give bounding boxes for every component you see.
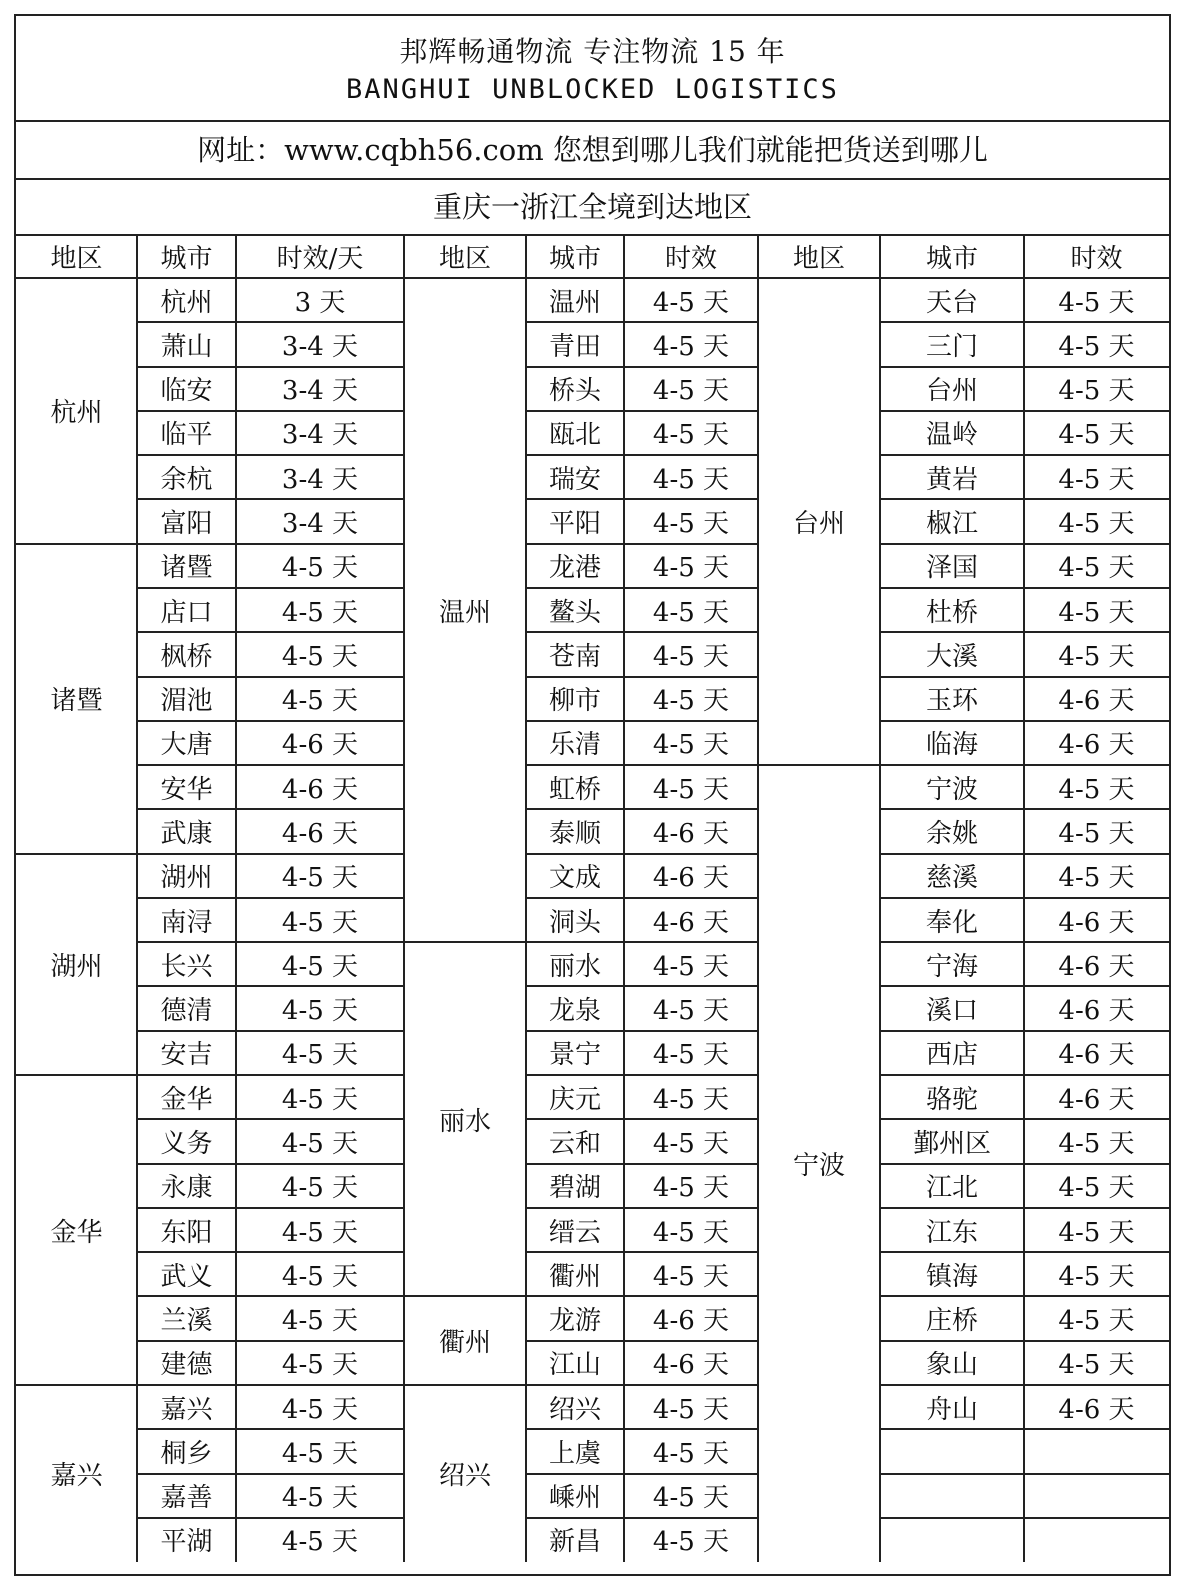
region-cell: 诸暨 bbox=[50, 686, 103, 717]
row-divider bbox=[526, 808, 758, 810]
region-cell: 宁波 bbox=[792, 1151, 845, 1182]
city-cell: 苍南 bbox=[548, 641, 601, 672]
city-cell: 平阳 bbox=[548, 509, 601, 540]
city-cell: 嘉兴 bbox=[160, 1394, 213, 1425]
row-divider bbox=[880, 897, 1169, 899]
transit-time-cell: 4-5 天 bbox=[1058, 1350, 1135, 1381]
city-cell: 武义 bbox=[160, 1261, 213, 1292]
column-header: 城市 bbox=[548, 243, 601, 274]
transit-time-cell: 4-6 天 bbox=[1058, 1084, 1135, 1115]
city-cell: 永康 bbox=[160, 1173, 213, 1204]
row-divider bbox=[137, 676, 404, 678]
row-divider bbox=[880, 1074, 1169, 1076]
city-cell: 德清 bbox=[160, 996, 213, 1027]
transit-time-cell: 4-5 天 bbox=[1058, 597, 1135, 628]
city-cell: 龙泉 bbox=[548, 996, 601, 1027]
city-cell: 大唐 bbox=[160, 730, 213, 761]
row-divider bbox=[526, 1384, 758, 1386]
row-divider bbox=[137, 1473, 404, 1475]
city-cell: 东阳 bbox=[160, 1217, 213, 1248]
city-cell: 瑞安 bbox=[548, 464, 601, 495]
transit-time-cell: 4-5 天 bbox=[281, 1261, 359, 1292]
row-divider bbox=[526, 1074, 758, 1076]
title-banner bbox=[16, 16, 1169, 122]
city-cell: 平湖 bbox=[160, 1527, 213, 1558]
row-divider bbox=[880, 853, 1169, 855]
row-divider bbox=[880, 764, 1169, 766]
city-cell: 临海 bbox=[925, 730, 978, 761]
city-cell: 余姚 bbox=[925, 818, 978, 849]
transit-time-cell bbox=[1024, 1518, 1169, 1562]
city-cell: 台州 bbox=[925, 376, 978, 407]
city-cell: 湄池 bbox=[160, 686, 213, 717]
transit-time-cell: 4-5 天 bbox=[1058, 863, 1135, 894]
region-cell: 绍兴 bbox=[438, 1461, 491, 1492]
city-cell: 奉化 bbox=[925, 907, 978, 938]
city-cell: 龙游 bbox=[548, 1306, 601, 1337]
column-header: 城市 bbox=[925, 243, 978, 274]
city-cell: 洞头 bbox=[548, 907, 601, 938]
transit-time-cell: 4-5 天 bbox=[652, 1483, 730, 1514]
row-divider bbox=[137, 587, 404, 589]
transit-time-cell: 4-5 天 bbox=[1058, 420, 1135, 451]
transit-time-cell: 4-5 天 bbox=[652, 1128, 730, 1159]
city-cell: 诸暨 bbox=[160, 553, 213, 584]
row-divider bbox=[880, 1428, 1169, 1430]
city-cell: 碧湖 bbox=[548, 1173, 601, 1204]
city-cell bbox=[880, 1518, 1024, 1562]
row-divider bbox=[526, 410, 758, 412]
city-cell: 泰顺 bbox=[548, 818, 601, 849]
column-header: 地区 bbox=[438, 243, 491, 274]
city-cell: 三门 bbox=[925, 331, 978, 362]
transit-time-cell: 3-4 天 bbox=[281, 376, 359, 407]
transit-time-cell: 4-5 天 bbox=[652, 376, 730, 407]
row-divider bbox=[137, 764, 404, 766]
transit-time-cell: 4-5 天 bbox=[281, 553, 359, 584]
city-cell: 建德 bbox=[160, 1350, 213, 1381]
row-divider bbox=[880, 720, 1169, 722]
row-divider bbox=[137, 631, 404, 633]
row-divider bbox=[526, 1251, 758, 1253]
row-divider bbox=[526, 853, 758, 855]
transit-time-cell: 4-5 天 bbox=[281, 1040, 359, 1071]
row-divider bbox=[137, 1517, 404, 1519]
city-cell: 店口 bbox=[160, 597, 213, 628]
row-divider bbox=[526, 321, 758, 323]
city-cell: 鄞州区 bbox=[912, 1128, 991, 1159]
transit-time-cell bbox=[1024, 1474, 1169, 1518]
row-divider bbox=[880, 1473, 1169, 1475]
transit-time-cell: 4-5 天 bbox=[1058, 641, 1135, 672]
row-divider bbox=[526, 366, 758, 368]
city-cell: 黄岩 bbox=[925, 464, 978, 495]
city-cell: 嘉善 bbox=[160, 1483, 213, 1514]
transit-time-cell: 4-5 天 bbox=[1058, 1217, 1135, 1248]
transit-time-cell: 4-6 天 bbox=[281, 730, 359, 761]
city-cell: 义务 bbox=[160, 1128, 213, 1159]
region-divider bbox=[758, 764, 880, 766]
transit-time-cell: 4-5 天 bbox=[1058, 1173, 1135, 1204]
region-cell: 丽水 bbox=[438, 1106, 491, 1137]
row-divider bbox=[880, 1340, 1169, 1342]
row-divider bbox=[526, 631, 758, 633]
city-cell: 镇海 bbox=[925, 1261, 978, 1292]
city-cell: 桥头 bbox=[548, 376, 601, 407]
transit-time-cell: 4-5 天 bbox=[652, 730, 730, 761]
transit-time-cell: 4-5 天 bbox=[652, 464, 730, 495]
row-divider bbox=[137, 1118, 404, 1120]
row-divider bbox=[526, 676, 758, 678]
transit-time-cell: 4-6 天 bbox=[1058, 730, 1135, 761]
row-divider bbox=[137, 1295, 404, 1297]
city-cell: 江东 bbox=[925, 1217, 978, 1248]
city-cell: 宁波 bbox=[925, 774, 978, 805]
row-divider bbox=[137, 454, 404, 456]
transit-time-cell: 4-5 天 bbox=[652, 774, 730, 805]
city-cell: 上虞 bbox=[548, 1438, 601, 1469]
city-cell: 安吉 bbox=[160, 1040, 213, 1071]
city-cell: 杭州 bbox=[160, 287, 213, 318]
transit-time-cell: 4-5 天 bbox=[652, 1527, 730, 1558]
row-divider bbox=[137, 1428, 404, 1430]
city-cell: 临平 bbox=[160, 420, 213, 451]
transit-time-cell: 4-5 天 bbox=[281, 1527, 359, 1558]
region-divider bbox=[404, 1384, 526, 1386]
city-cell: 溪口 bbox=[925, 996, 978, 1027]
row-divider bbox=[526, 587, 758, 589]
transit-time-cell: 4-6 天 bbox=[1058, 951, 1135, 982]
transit-time-cell: 4-5 天 bbox=[1058, 509, 1135, 540]
region-cell: 台州 bbox=[792, 509, 845, 540]
transit-time-cell: 4-5 天 bbox=[281, 1350, 359, 1381]
city-cell: 云和 bbox=[548, 1128, 601, 1159]
city-cell: 青田 bbox=[548, 331, 601, 362]
transit-time-cell: 4-5 天 bbox=[652, 1084, 730, 1115]
row-divider bbox=[526, 897, 758, 899]
transit-time-cell bbox=[1024, 1429, 1169, 1473]
transit-time-cell: 3-4 天 bbox=[281, 331, 359, 362]
transit-time-cell: 4-5 天 bbox=[281, 951, 359, 982]
transit-time-cell: 4-5 天 bbox=[1058, 287, 1135, 318]
transit-time-cell: 4-6 天 bbox=[652, 1350, 730, 1381]
transit-time-cell: 4-5 天 bbox=[1058, 376, 1135, 407]
region-divider bbox=[16, 853, 137, 855]
transit-time-cell: 4-5 天 bbox=[281, 1438, 359, 1469]
transit-time-cell: 4-5 天 bbox=[1058, 1261, 1135, 1292]
transit-time-cell: 4-5 天 bbox=[1058, 553, 1135, 584]
row-divider bbox=[137, 941, 404, 943]
row-divider bbox=[526, 1163, 758, 1165]
row-divider bbox=[526, 720, 758, 722]
transit-time-cell: 4-5 天 bbox=[652, 509, 730, 540]
transit-time-cell: 4-5 天 bbox=[281, 1394, 359, 1425]
transit-time-cell: 4-6 天 bbox=[1058, 1394, 1135, 1425]
row-divider bbox=[137, 720, 404, 722]
transit-time-cell: 4-5 天 bbox=[281, 996, 359, 1027]
row-divider bbox=[137, 410, 404, 412]
city-cell: 柳市 bbox=[548, 686, 601, 717]
city-cell: 临安 bbox=[160, 376, 213, 407]
transit-time-cell: 4-5 天 bbox=[281, 1084, 359, 1115]
city-cell: 衢州 bbox=[548, 1261, 601, 1292]
row-divider bbox=[526, 454, 758, 456]
region-divider bbox=[16, 1074, 137, 1076]
table-subtitle: 重庆一浙江全境到达地区 bbox=[16, 180, 1169, 236]
row-divider bbox=[137, 985, 404, 987]
row-divider bbox=[526, 543, 758, 545]
city-cell: 虹桥 bbox=[548, 774, 601, 805]
region-cell: 金华 bbox=[50, 1217, 103, 1248]
row-divider bbox=[526, 1030, 758, 1032]
delivery-sheet bbox=[14, 14, 1171, 1576]
row-divider bbox=[880, 366, 1169, 368]
row-divider bbox=[137, 897, 404, 899]
row-divider bbox=[880, 1163, 1169, 1165]
row-divider bbox=[137, 1030, 404, 1032]
transit-time-cell: 4-5 天 bbox=[652, 951, 730, 982]
transit-time-cell: 4-5 天 bbox=[652, 1438, 730, 1469]
transit-time-cell: 4-5 天 bbox=[1058, 818, 1135, 849]
row-divider bbox=[526, 498, 758, 500]
transit-time-cell: 4-5 天 bbox=[652, 331, 730, 362]
city-cell: 天台 bbox=[925, 287, 978, 318]
transit-time-cell: 4-5 天 bbox=[281, 1128, 359, 1159]
row-divider bbox=[880, 631, 1169, 633]
transit-time-cell: 4-5 天 bbox=[281, 597, 359, 628]
city-cell: 庆元 bbox=[548, 1084, 601, 1115]
transit-time-cell: 4-6 天 bbox=[1058, 907, 1135, 938]
website-line: 网址：www.cqbh56.com 您想到哪儿我们就能把货送到哪儿 bbox=[16, 122, 1169, 180]
city-cell: 武康 bbox=[160, 818, 213, 849]
row-divider bbox=[137, 543, 404, 545]
row-divider bbox=[880, 1251, 1169, 1253]
city-cell: 桐乡 bbox=[160, 1438, 213, 1469]
transit-time-cell: 4-5 天 bbox=[1058, 774, 1135, 805]
city-cell: 兰溪 bbox=[160, 1306, 213, 1337]
city-cell: 鳌头 bbox=[548, 597, 601, 628]
transit-time-cell: 3-4 天 bbox=[281, 420, 359, 451]
transit-time-cell: 4-5 天 bbox=[652, 1040, 730, 1071]
row-divider bbox=[526, 1207, 758, 1209]
transit-time-cell: 4-6 天 bbox=[652, 818, 730, 849]
transit-time-cell: 3-4 天 bbox=[281, 509, 359, 540]
row-divider bbox=[880, 1517, 1169, 1519]
row-divider bbox=[526, 1473, 758, 1475]
row-divider bbox=[137, 366, 404, 368]
transit-time-cell: 4-5 天 bbox=[281, 907, 359, 938]
city-cell: 萧山 bbox=[160, 331, 213, 362]
city-cell: 西店 bbox=[925, 1040, 978, 1071]
row-divider bbox=[880, 941, 1169, 943]
company-title-zh: 邦辉畅通物流 专注物流 15 年 bbox=[399, 35, 786, 68]
city-cell: 瓯北 bbox=[548, 420, 601, 451]
transit-time-cell: 4-6 天 bbox=[1058, 1040, 1135, 1071]
transit-time-cell: 4-5 天 bbox=[1058, 464, 1135, 495]
row-divider bbox=[137, 1251, 404, 1253]
transit-time-cell: 4-5 天 bbox=[1058, 1128, 1135, 1159]
company-title-en: BANGHUI UNBLOCKED LOGISTICS bbox=[346, 74, 839, 105]
city-cell: 庄桥 bbox=[925, 1306, 978, 1337]
city-cell: 金华 bbox=[160, 1084, 213, 1115]
column-header: 城市 bbox=[160, 243, 213, 274]
city-cell: 缙云 bbox=[548, 1217, 601, 1248]
transit-time-cell: 4-5 天 bbox=[652, 597, 730, 628]
city-cell: 长兴 bbox=[160, 951, 213, 982]
transit-time-cell: 4-6 天 bbox=[1058, 996, 1135, 1027]
region-cell: 杭州 bbox=[50, 398, 103, 429]
transit-time-cell: 4-5 天 bbox=[652, 553, 730, 584]
transit-time-cell: 4-5 天 bbox=[281, 686, 359, 717]
row-divider bbox=[137, 1163, 404, 1165]
transit-time-cell: 4-5 天 bbox=[652, 996, 730, 1027]
row-divider bbox=[880, 587, 1169, 589]
city-cell: 景宁 bbox=[548, 1040, 601, 1071]
row-divider bbox=[880, 676, 1169, 678]
transit-time-cell: 4-5 天 bbox=[1058, 1306, 1135, 1337]
row-divider bbox=[526, 1340, 758, 1342]
city-cell: 绍兴 bbox=[548, 1394, 601, 1425]
city-cell: 江山 bbox=[548, 1350, 601, 1381]
row-divider bbox=[526, 985, 758, 987]
city-cell: 玉环 bbox=[925, 686, 978, 717]
row-divider bbox=[526, 1295, 758, 1297]
transit-time-cell: 4-5 天 bbox=[652, 1394, 730, 1425]
row-divider bbox=[880, 454, 1169, 456]
transit-time-cell: 4-5 天 bbox=[281, 1306, 359, 1337]
row-divider bbox=[526, 764, 758, 766]
city-cell: 杜桥 bbox=[925, 597, 978, 628]
row-divider bbox=[880, 410, 1169, 412]
city-cell: 骆驼 bbox=[925, 1084, 978, 1115]
region-divider bbox=[404, 1295, 526, 1297]
row-divider bbox=[880, 1384, 1169, 1386]
region-cell: 温州 bbox=[438, 597, 491, 628]
city-cell: 丽水 bbox=[548, 951, 601, 982]
transit-time-cell: 4-6 天 bbox=[652, 1306, 730, 1337]
row-divider bbox=[137, 1340, 404, 1342]
city-cell: 嵊州 bbox=[548, 1483, 601, 1514]
row-divider bbox=[880, 543, 1169, 545]
city-cell: 温岭 bbox=[925, 420, 978, 451]
transit-time-cell: 4-5 天 bbox=[652, 1217, 730, 1248]
column-header: 地区 bbox=[50, 243, 103, 274]
row-divider bbox=[526, 1517, 758, 1519]
row-divider bbox=[137, 321, 404, 323]
column-header: 地区 bbox=[792, 243, 845, 274]
city-cell: 湖州 bbox=[160, 863, 213, 894]
city-cell: 乐清 bbox=[548, 730, 601, 761]
city-cell: 新昌 bbox=[548, 1527, 601, 1558]
region-cell: 嘉兴 bbox=[50, 1461, 103, 1492]
transit-time-cell: 4-5 天 bbox=[281, 1217, 359, 1248]
transit-time-cell: 4-5 天 bbox=[652, 1261, 730, 1292]
transit-time-cell: 4-5 天 bbox=[281, 863, 359, 894]
city-cell: 泽国 bbox=[925, 553, 978, 584]
city-cell: 温州 bbox=[548, 287, 601, 318]
row-divider bbox=[137, 1384, 404, 1386]
city-cell: 大溪 bbox=[925, 641, 978, 672]
region-cell: 湖州 bbox=[50, 951, 103, 982]
row-divider bbox=[880, 1295, 1169, 1297]
transit-time-cell: 4-5 天 bbox=[281, 641, 359, 672]
row-divider bbox=[137, 853, 404, 855]
row-divider bbox=[137, 1207, 404, 1209]
delivery-table bbox=[16, 234, 1169, 1574]
city-cell: 江北 bbox=[925, 1173, 978, 1204]
transit-time-cell: 4-6 天 bbox=[652, 907, 730, 938]
transit-time-cell: 4-5 天 bbox=[652, 420, 730, 451]
region-divider bbox=[16, 1384, 137, 1386]
transit-time-cell: 4-5 天 bbox=[652, 641, 730, 672]
transit-time-cell: 4-5 天 bbox=[652, 1173, 730, 1204]
column-header: 时效/天 bbox=[276, 243, 364, 274]
row-divider bbox=[880, 321, 1169, 323]
row-divider bbox=[526, 1118, 758, 1120]
transit-time-cell: 4-5 天 bbox=[1058, 331, 1135, 362]
row-divider bbox=[880, 808, 1169, 810]
row-divider bbox=[880, 1118, 1169, 1120]
transit-time-cell: 4-5 天 bbox=[281, 1483, 359, 1514]
row-divider bbox=[526, 1428, 758, 1430]
city-cell: 余杭 bbox=[160, 464, 213, 495]
transit-time-cell: 3-4 天 bbox=[281, 464, 359, 495]
transit-time-cell: 4-6 天 bbox=[281, 818, 359, 849]
row-divider bbox=[137, 498, 404, 500]
region-cell: 衢州 bbox=[438, 1328, 491, 1359]
row-divider bbox=[526, 941, 758, 943]
row-divider bbox=[137, 1074, 404, 1076]
row-divider bbox=[880, 498, 1169, 500]
city-cell: 文成 bbox=[548, 863, 601, 894]
region-divider bbox=[16, 543, 137, 545]
city-cell: 枫桥 bbox=[160, 641, 213, 672]
row-divider bbox=[137, 808, 404, 810]
city-cell: 龙港 bbox=[548, 553, 601, 584]
city-cell: 安华 bbox=[160, 774, 213, 805]
city-cell: 慈溪 bbox=[925, 863, 978, 894]
row-divider bbox=[880, 985, 1169, 987]
row-divider bbox=[880, 1207, 1169, 1209]
transit-time-cell: 4-6 天 bbox=[1058, 686, 1135, 717]
region-divider bbox=[404, 941, 526, 943]
row-divider bbox=[880, 1030, 1169, 1032]
city-cell: 富阳 bbox=[160, 509, 213, 540]
transit-time-cell: 4-6 天 bbox=[652, 863, 730, 894]
city-cell: 象山 bbox=[925, 1350, 978, 1381]
transit-time-cell: 3 天 bbox=[294, 287, 346, 318]
transit-time-cell: 4-5 天 bbox=[652, 686, 730, 717]
transit-time-cell: 4-6 天 bbox=[281, 774, 359, 805]
city-cell: 南浔 bbox=[160, 907, 213, 938]
city-cell: 舟山 bbox=[925, 1394, 978, 1425]
transit-time-cell: 4-5 天 bbox=[281, 1173, 359, 1204]
city-cell bbox=[880, 1474, 1024, 1518]
city-cell: 宁海 bbox=[925, 951, 978, 982]
column-header: 时效 bbox=[664, 243, 717, 274]
transit-time-cell: 4-5 天 bbox=[652, 287, 730, 318]
column-header: 时效 bbox=[1070, 243, 1123, 274]
city-cell: 椒江 bbox=[925, 509, 978, 540]
city-cell bbox=[880, 1429, 1024, 1473]
